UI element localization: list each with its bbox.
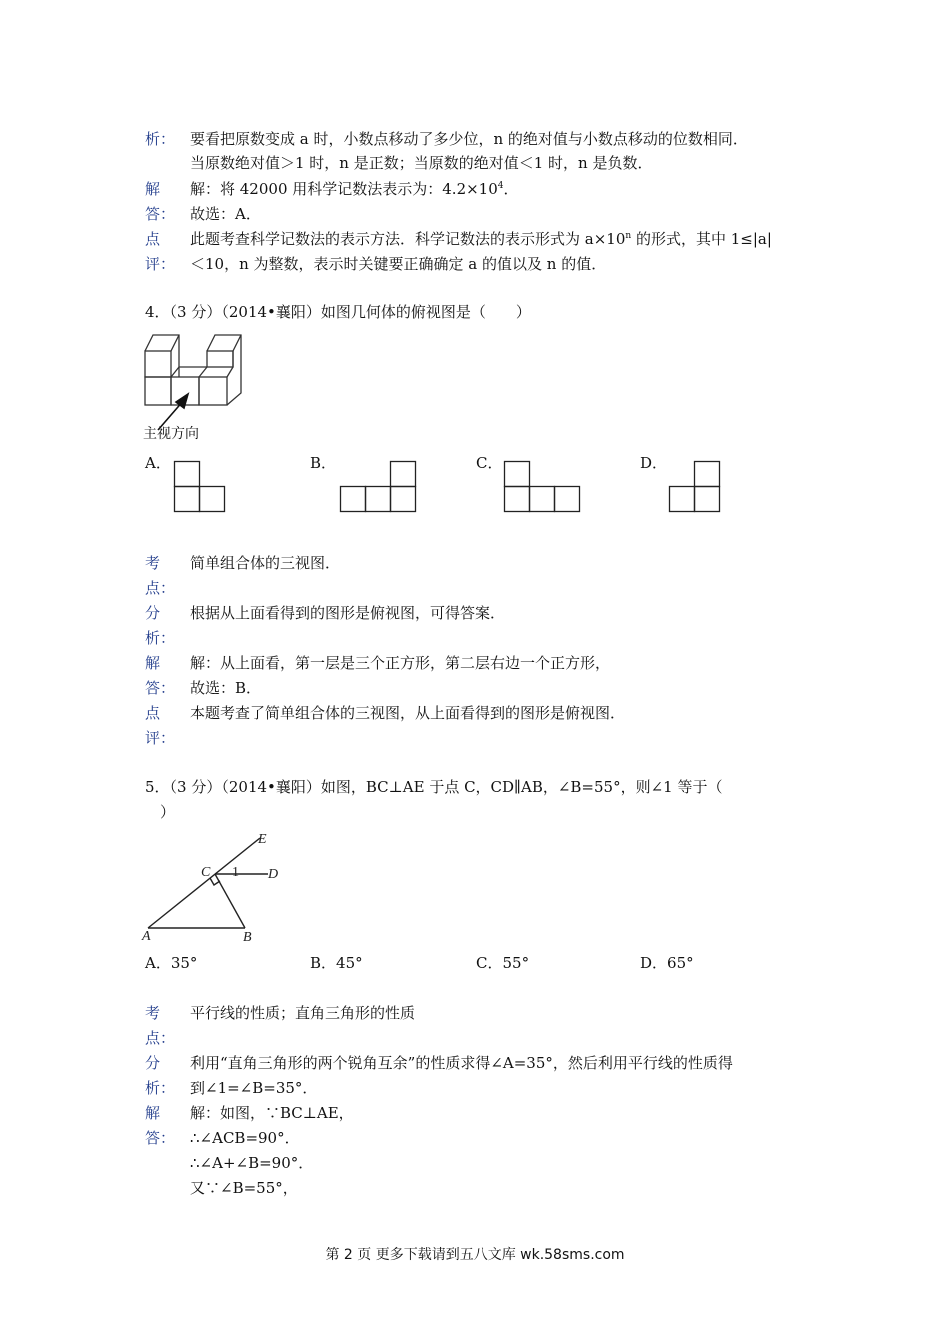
point-label: 考	[145, 554, 161, 572]
option-c-figure	[503, 460, 583, 514]
option-b-label: B．	[310, 454, 337, 472]
point-text: 平行线的性质；直角三角形的性质	[190, 1004, 416, 1022]
comment-line	[190, 229, 772, 249]
analysis-label: 析：	[145, 629, 176, 647]
comment-text: 本题考查了简单组合体的三视图，从上面看得到的图形是俯视图．	[190, 704, 626, 722]
label-e: E	[258, 832, 267, 847]
comment-label: 点	[145, 704, 161, 722]
answer-label: 答：	[145, 205, 176, 223]
analysis-label: 析：	[145, 130, 176, 148]
answer-label: 答：	[145, 1129, 176, 1147]
analysis-text: 根据从上面看得到的图形是俯视图，可得答案．	[190, 604, 506, 622]
option-c: C．55°	[476, 954, 530, 972]
option-d-label: D．	[640, 454, 668, 472]
answer-line: 解：从上面看，第一层是三个正方形，第二层右边一个正方形，	[190, 654, 611, 672]
answer-line: 解：如图，∵BC⊥AE，	[190, 1104, 354, 1122]
answer-text: 解：将 42000 用科学记数法表示为：4.2×10	[190, 180, 498, 198]
option-b-figure	[339, 460, 419, 514]
line-ae	[148, 838, 260, 928]
comment-line: ＜10，n 为整数，表示时关键要正确确定 a 的值以及 n 的值．	[190, 255, 607, 273]
answer-line: 又∵∠B=55°，	[190, 1179, 298, 1197]
question-5-stem: 5．（3 分）（2014•襄阳）如图，BC⊥AE 于点 C，CD∥AB，∠B=55°，则∠1 等于（	[145, 778, 723, 796]
label-a: A	[142, 929, 151, 944]
analysis-line: 利用“直角三角形的两个锐角互余”的性质求得∠A=35°，然后利用平行线的性质得	[190, 1054, 733, 1072]
point-label: 考	[145, 1004, 161, 1022]
answer-line: ∴∠ACB=90°．	[190, 1129, 300, 1147]
analysis-label: 分	[145, 1054, 161, 1072]
comment-label: 评：	[145, 255, 176, 273]
option-a-label: A．	[145, 454, 171, 472]
page-footer: 第 2 页 更多下载请到五八文库 wk.58sms.com	[325, 1247, 625, 1263]
answer-line: 故选：A．	[190, 205, 261, 223]
answer-text: ．	[503, 180, 519, 198]
angle-1-label: 1	[232, 865, 239, 880]
comment-text: 的形式，其中 1≤|a|	[631, 230, 772, 248]
point-label: 点：	[145, 579, 176, 597]
exponent: n	[625, 231, 632, 241]
analysis-line: 当原数绝对值＞1 时，n 是正数；当原数的绝对值＜1 时，n 是负数．	[190, 154, 653, 172]
question-4-stem: 4．（3 分）（2014•襄阳）如图几何体的俯视图是（ ）	[145, 303, 531, 321]
point-text: 简单组合体的三视图．	[190, 554, 341, 572]
option-a-figure	[173, 460, 229, 514]
option-d-figure	[668, 460, 724, 514]
answer-line	[190, 179, 519, 199]
answer-label: 解	[145, 654, 161, 672]
label-c: C	[201, 865, 211, 880]
comment-label: 评：	[145, 729, 176, 747]
figure-caption: 主视方向	[143, 426, 199, 442]
comment-label: 点	[145, 230, 161, 248]
option-b: B．45°	[310, 954, 363, 972]
analysis-line: 要看把原数变成 a 时，小数点移动了多少位，n 的绝对值与小数点移动的位数相同．	[190, 130, 748, 148]
answer-line: 故选：B．	[190, 679, 262, 697]
exponent: 4	[497, 181, 504, 191]
option-a: A．35°	[145, 954, 198, 972]
label-b: B	[243, 930, 252, 945]
question-5-stem-cont: ）	[160, 803, 176, 821]
analysis-line: 到∠1=∠B=35°．	[190, 1079, 318, 1097]
option-c-label: C．	[476, 454, 503, 472]
answer-label: 答：	[145, 679, 176, 697]
q5-geometry-figure	[140, 828, 290, 946]
comment-text: 此题考查科学记数法的表示方法．科学记数法的表示形式为 a×10	[190, 230, 626, 248]
analysis-label: 析：	[145, 1079, 176, 1097]
answer-label: 解	[145, 1104, 161, 1122]
analysis-label: 分	[145, 604, 161, 622]
answer-line: ∴∠A+∠B=90°．	[190, 1154, 314, 1172]
point-label: 点：	[145, 1029, 176, 1047]
option-d: D．65°	[640, 954, 694, 972]
answer-label: 解	[145, 180, 161, 198]
label-d: D	[268, 867, 279, 882]
